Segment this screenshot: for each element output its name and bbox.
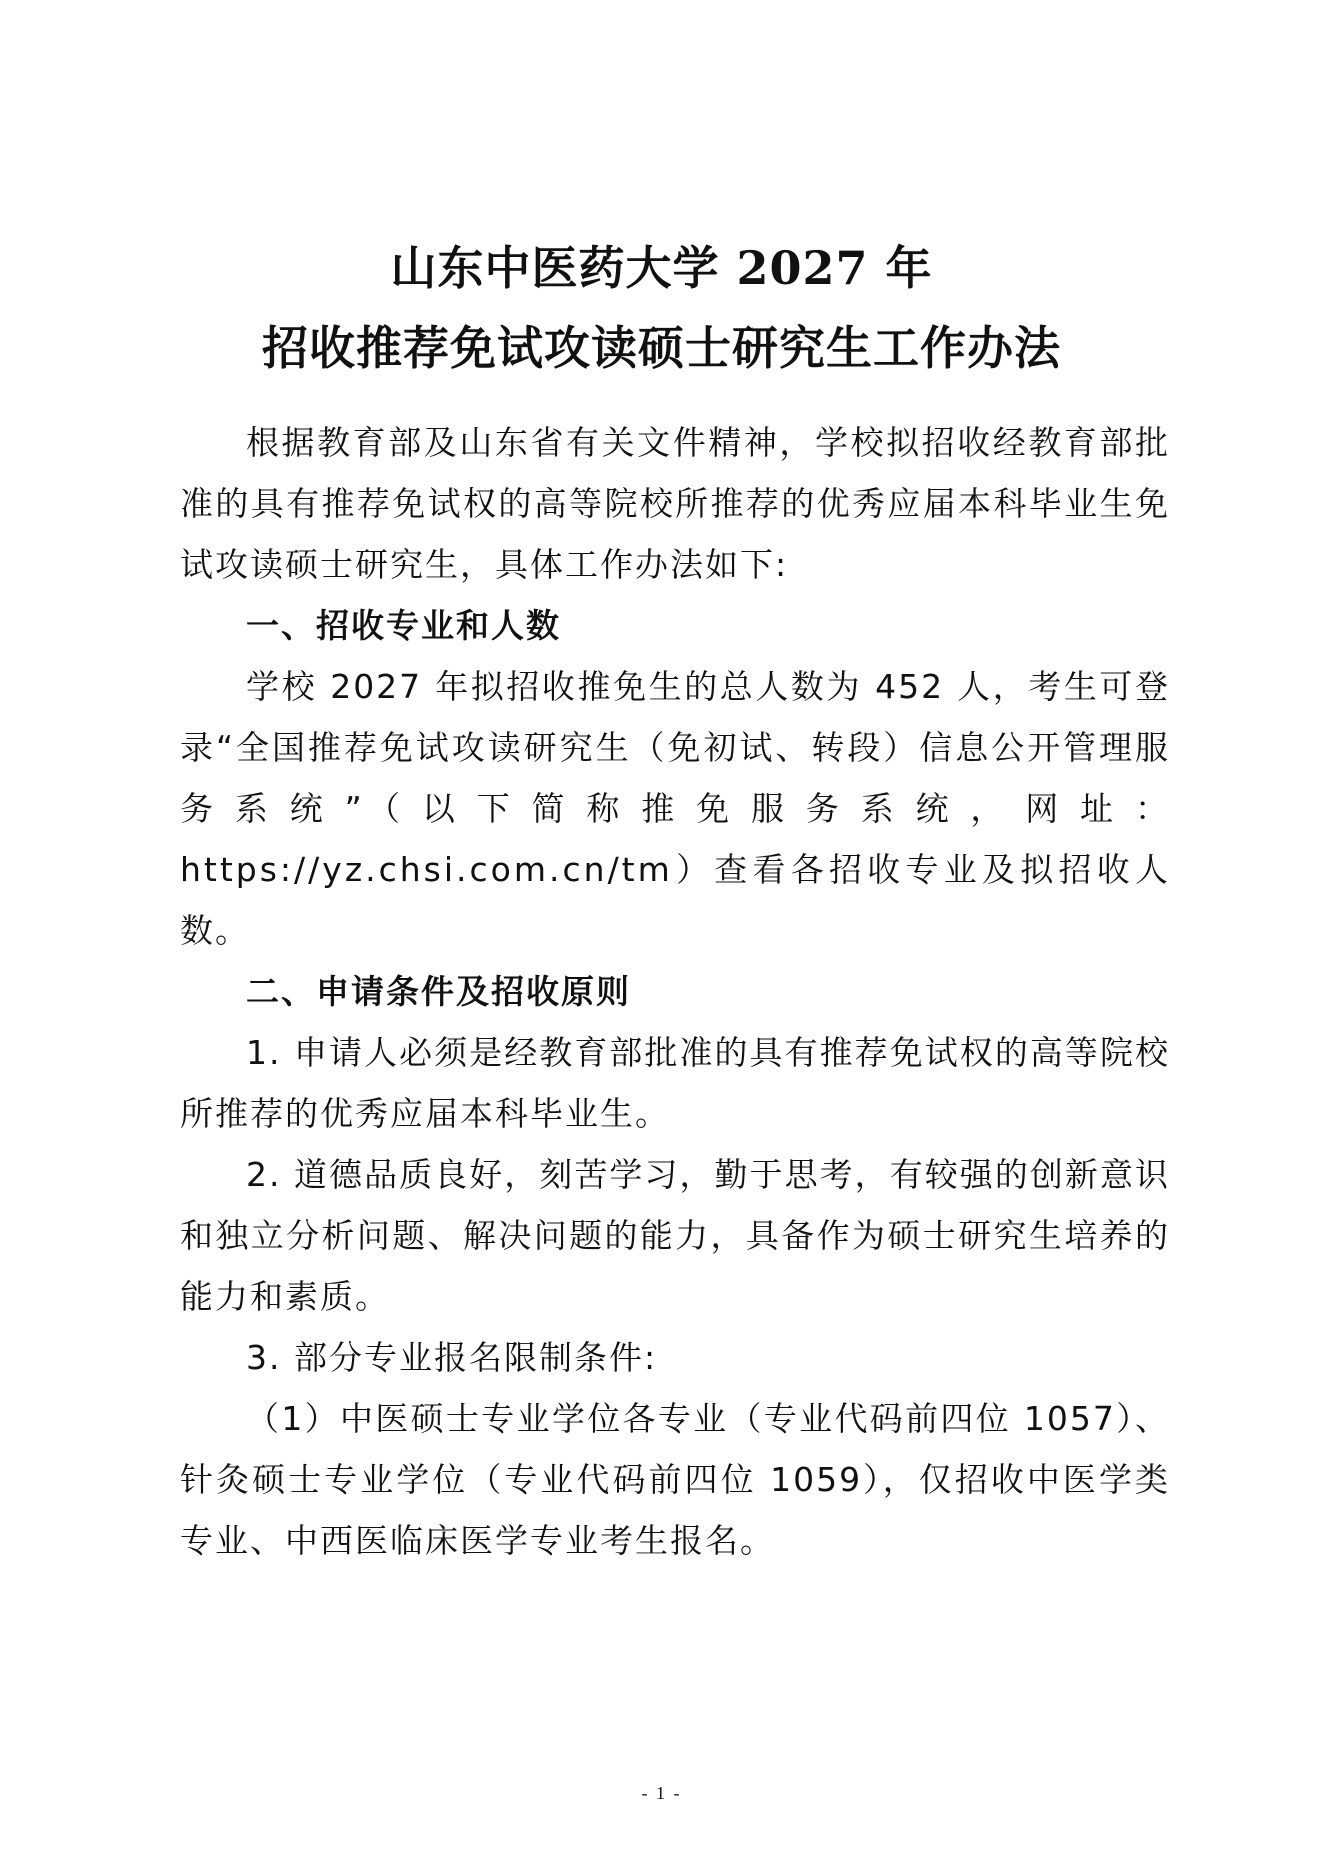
condition-item-1: 1. 申请人必须是经教育部批准的具有推荐免试权的高等院校所推荐的优秀应届本科毕业生。 xyxy=(180,1033,1170,1133)
chsi-url: https://yz.chsi.com.cn/tm xyxy=(180,850,673,889)
section-2-heading: 二、申请条件及招收原则 xyxy=(246,972,631,1011)
document-title-line-1: 山东中医药大学 2027 年 xyxy=(390,241,933,295)
condition-item-2: 2. 道德品质良好，刻苦学习，勤于思考，有较强的创新意识和独立分析问题、解决问题的能力，具备作为硕士研究生培养的能力和素质。 xyxy=(180,1155,1170,1316)
intro-paragraph: 根据教育部及山东省有关文件精神，学校拟招收经教育部批准的具有推荐免试权的高等院校所推荐的优秀应届本科毕业生免试攻读硕士研究生，具体工作办法如下: xyxy=(180,423,1170,584)
section-1-text: 学校 2027 年拟招收推免生的总人数为 452 人，考生可登录“全国推荐免试攻读研究生（免初试、转段）信息公开管理服务系统”（以下简称推免服务系统，网址： xyxy=(180,667,1170,828)
condition-item-3: 3. 部分专业报名限制条件: xyxy=(246,1338,658,1377)
page-number: - 1 - xyxy=(641,1783,682,1803)
document-body xyxy=(180,412,1170,1571)
section-1-paragraph xyxy=(180,656,1170,961)
section-1-tail: ）查看各招收专业及拟招收人数。 xyxy=(180,850,1170,950)
section-1-heading: 一、招收专业和人数 xyxy=(246,606,561,645)
condition-item-3-1: （1）中医硕士专业学位各专业（专业代码前四位 1057）、针灸硕士专业学位（专业代码前四位 1059），仅招收中医学类专业、中西医临床医学专业考生报名。 xyxy=(180,1399,1170,1560)
document-title-line-2: 招收推荐免试攻读硕士研究生工作办法 xyxy=(262,321,1061,375)
